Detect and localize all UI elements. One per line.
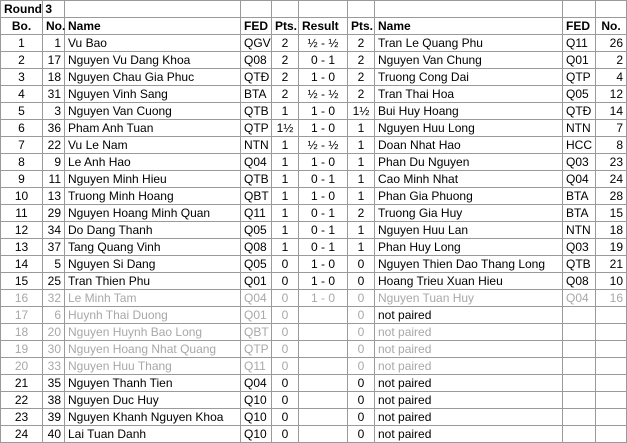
player-name-cell[interactable]: Doan Nhat Hao xyxy=(375,137,563,154)
federation-cell[interactable]: Q11 xyxy=(241,205,272,222)
player-name-cell[interactable]: Vu Bao xyxy=(65,35,241,52)
result-cell[interactable]: 1 - 0 xyxy=(299,290,348,307)
points-cell[interactable]: 0 xyxy=(348,256,375,273)
result-cell[interactable]: 0 - 1 xyxy=(299,171,348,188)
table-row xyxy=(1,188,627,205)
player-number-cell[interactable]: 34 xyxy=(43,222,65,239)
header-fed-black[interactable]: FED xyxy=(563,18,596,35)
board-number-cell[interactable]: 10 xyxy=(1,188,43,205)
federation-cell[interactable]: QTB xyxy=(241,103,272,120)
player-name-cell[interactable]: Nguyen Van Cuong xyxy=(65,103,241,120)
result-cell[interactable]: 1 - 0 xyxy=(299,103,348,120)
points-cell[interactable]: 1½ xyxy=(272,120,299,137)
player-name-cell[interactable]: Nguyen Vu Dang Khoa xyxy=(65,52,241,69)
player-number-cell[interactable]: 11 xyxy=(43,171,65,188)
board-number-cell[interactable]: 15 xyxy=(1,273,43,290)
federation-cell[interactable]: Q10 xyxy=(241,426,272,443)
player-number-cell[interactable]: 6 xyxy=(43,307,65,324)
federation-cell[interactable]: BTA xyxy=(563,188,596,205)
points-cell[interactable]: 0 xyxy=(348,324,375,341)
points-cell[interactable]: 0 xyxy=(272,307,299,324)
player-number-cell[interactable]: 14 xyxy=(596,103,627,120)
table-row xyxy=(1,69,627,86)
points-cell[interactable]: 1 xyxy=(348,120,375,137)
points-cell[interactable]: 0 xyxy=(348,341,375,358)
player-number-cell[interactable]: 24 xyxy=(596,171,627,188)
federation-cell[interactable]: BTA xyxy=(241,86,272,103)
table-row xyxy=(1,375,627,392)
board-number-cell[interactable]: 4 xyxy=(1,86,43,103)
player-name-cell[interactable]: not paired xyxy=(375,426,563,443)
table-row xyxy=(1,120,627,137)
federation-cell[interactable]: Q05 xyxy=(241,256,272,273)
result-cell[interactable]: 0 - 1 xyxy=(299,205,348,222)
table-row xyxy=(1,86,627,103)
federation-cell[interactable]: Q05 xyxy=(241,222,272,239)
board-number-cell[interactable]: 23 xyxy=(1,409,43,426)
federation-cell[interactable]: Q03 xyxy=(563,154,596,171)
header-name-black[interactable]: Name xyxy=(375,18,563,35)
points-cell[interactable]: 0 xyxy=(272,256,299,273)
player-number-cell[interactable]: 23 xyxy=(596,154,627,171)
result-cell[interactable] xyxy=(299,375,348,392)
points-cell[interactable]: 0 xyxy=(348,290,375,307)
player-number-cell[interactable] xyxy=(596,409,627,426)
board-number-cell[interactable]: 11 xyxy=(1,205,43,222)
player-number-cell[interactable]: 39 xyxy=(43,409,65,426)
points-cell[interactable]: 0 xyxy=(348,426,375,443)
player-number-cell[interactable] xyxy=(596,307,627,324)
federation-cell[interactable]: BTA xyxy=(563,205,596,222)
header-points-white[interactable]: Pts. xyxy=(272,18,299,35)
player-name-cell[interactable]: Tran Thien Phu xyxy=(65,273,241,290)
federation-cell[interactable]: QTP xyxy=(241,341,272,358)
result-cell[interactable]: ½ - ½ xyxy=(299,137,348,154)
player-name-cell[interactable]: not paired xyxy=(375,324,563,341)
player-number-cell[interactable]: 12 xyxy=(596,86,627,103)
table-row xyxy=(1,35,627,52)
player-name-cell[interactable]: Le Anh Hao xyxy=(65,154,241,171)
header-points-black[interactable]: Pts. xyxy=(348,18,375,35)
player-name-cell[interactable]: Nguyen Minh Hieu xyxy=(65,171,241,188)
player-number-cell[interactable]: 8 xyxy=(596,137,627,154)
federation-cell[interactable]: NTN xyxy=(563,120,596,137)
points-cell[interactable]: 2 xyxy=(272,86,299,103)
player-name-cell[interactable]: Nguyen Huynh Bao Long xyxy=(65,324,241,341)
points-cell[interactable]: 2 xyxy=(348,35,375,52)
player-name-cell[interactable]: Vu Le Nam xyxy=(65,137,241,154)
federation-cell[interactable]: Q08 xyxy=(241,239,272,256)
federation-cell[interactable]: Q03 xyxy=(563,239,596,256)
header-number-white[interactable]: No. xyxy=(43,18,65,35)
player-number-cell[interactable]: 22 xyxy=(43,137,65,154)
result-cell[interactable]: 1 - 0 xyxy=(299,273,348,290)
player-number-cell[interactable]: 37 xyxy=(43,239,65,256)
federation-cell[interactable] xyxy=(563,324,596,341)
table-row xyxy=(1,256,627,273)
table-row xyxy=(1,239,627,256)
federation-cell[interactable] xyxy=(563,392,596,409)
result-cell[interactable] xyxy=(299,324,348,341)
player-number-cell[interactable]: 5 xyxy=(43,256,65,273)
player-name-cell[interactable]: Nguyen Khanh Nguyen Khoa xyxy=(65,409,241,426)
federation-cell[interactable] xyxy=(563,341,596,358)
result-cell[interactable]: 0 - 1 xyxy=(299,222,348,239)
board-number-cell[interactable]: 19 xyxy=(1,341,43,358)
board-number-cell[interactable]: 6 xyxy=(1,120,43,137)
player-number-cell[interactable]: 40 xyxy=(43,426,65,443)
points-cell[interactable]: 0 xyxy=(348,358,375,375)
player-number-cell[interactable] xyxy=(596,375,627,392)
federation-cell[interactable]: QGV xyxy=(241,35,272,52)
player-name-cell[interactable]: Nguyen Hoang Nhat Quang xyxy=(65,341,241,358)
table-row xyxy=(1,52,627,69)
points-cell[interactable]: 2 xyxy=(348,205,375,222)
empty-cell[interactable] xyxy=(65,1,241,18)
board-number-cell[interactable]: 7 xyxy=(1,137,43,154)
board-number-cell[interactable]: 20 xyxy=(1,358,43,375)
result-cell[interactable]: 1 - 0 xyxy=(299,188,348,205)
player-name-cell[interactable]: Do Dang Thanh xyxy=(65,222,241,239)
federation-cell[interactable]: Q01 xyxy=(241,307,272,324)
player-name-cell[interactable]: Phan Huy Long xyxy=(375,239,563,256)
player-name-cell[interactable]: not paired xyxy=(375,358,563,375)
board-number-cell[interactable]: 2 xyxy=(1,52,43,69)
header-row xyxy=(1,18,627,35)
board-number-cell[interactable]: 16 xyxy=(1,290,43,307)
round-title[interactable]: Round 3 xyxy=(1,1,43,18)
player-number-cell[interactable]: 19 xyxy=(596,239,627,256)
player-name-cell[interactable]: not paired xyxy=(375,341,563,358)
player-name-cell[interactable]: not paired xyxy=(375,307,563,324)
table-row xyxy=(1,426,627,443)
points-cell[interactable]: 0 xyxy=(272,324,299,341)
points-cell[interactable]: 1 xyxy=(272,188,299,205)
player-number-cell[interactable]: 9 xyxy=(43,154,65,171)
player-number-cell[interactable]: 20 xyxy=(43,324,65,341)
table-row xyxy=(1,324,627,341)
empty-cell[interactable] xyxy=(272,1,299,18)
table-row xyxy=(1,290,627,307)
table-row xyxy=(1,103,627,120)
board-number-cell[interactable]: 9 xyxy=(1,171,43,188)
points-cell[interactable]: 0 xyxy=(348,375,375,392)
federation-cell[interactable] xyxy=(563,409,596,426)
player-number-cell[interactable]: 26 xyxy=(596,35,627,52)
points-cell[interactable]: 0 xyxy=(272,426,299,443)
player-number-cell[interactable]: 10 xyxy=(596,273,627,290)
result-cell[interactable]: 0 - 1 xyxy=(299,239,348,256)
result-cell[interactable]: 1 - 0 xyxy=(299,69,348,86)
board-number-cell[interactable]: 3 xyxy=(1,69,43,86)
empty-cell[interactable] xyxy=(241,1,272,18)
points-cell[interactable]: 0 xyxy=(348,307,375,324)
points-cell[interactable]: 1 xyxy=(272,171,299,188)
points-cell[interactable]: 2 xyxy=(272,35,299,52)
player-number-cell[interactable]: 21 xyxy=(596,256,627,273)
federation-cell[interactable]: HCC xyxy=(563,137,596,154)
player-name-cell[interactable]: Nguyen Vinh Sang xyxy=(65,86,241,103)
table-row xyxy=(1,307,627,324)
player-name-cell[interactable]: Nguyen Hoang Minh Quan xyxy=(65,205,241,222)
player-number-cell[interactable]: 16 xyxy=(596,290,627,307)
federation-cell[interactable]: Q10 xyxy=(241,392,272,409)
player-name-cell[interactable]: Le Minh Tam xyxy=(65,290,241,307)
result-cell[interactable]: 0 - 1 xyxy=(299,52,348,69)
points-cell[interactable]: 1½ xyxy=(348,103,375,120)
empty-cell[interactable] xyxy=(375,1,563,18)
points-cell[interactable]: 0 xyxy=(272,341,299,358)
points-cell[interactable]: 2 xyxy=(348,69,375,86)
result-cell[interactable]: ½ - ½ xyxy=(299,35,348,52)
player-number-cell[interactable] xyxy=(596,358,627,375)
points-cell[interactable]: 1 xyxy=(272,103,299,120)
player-name-cell[interactable]: Truong Gia Huy xyxy=(375,205,563,222)
result-cell[interactable]: 1 - 0 xyxy=(299,154,348,171)
board-number-cell[interactable]: 1 xyxy=(1,35,43,52)
result-cell[interactable]: 1 - 0 xyxy=(299,120,348,137)
result-cell[interactable] xyxy=(299,426,348,443)
player-name-cell[interactable]: Phan Du Nguyen xyxy=(375,154,563,171)
result-cell[interactable] xyxy=(299,358,348,375)
player-number-cell[interactable] xyxy=(596,341,627,358)
player-number-cell[interactable]: 13 xyxy=(43,188,65,205)
player-name-cell[interactable]: Tran Le Quang Phu xyxy=(375,35,563,52)
federation-cell[interactable]: Q01 xyxy=(563,52,596,69)
player-number-cell[interactable]: 2 xyxy=(596,52,627,69)
table-row xyxy=(1,154,627,171)
federation-cell[interactable]: QTĐ xyxy=(241,69,272,86)
player-name-cell[interactable]: Lai Tuan Danh xyxy=(65,426,241,443)
player-name-cell[interactable]: Nguyen Duc Huy xyxy=(65,392,241,409)
header-fed-white[interactable]: FED xyxy=(241,18,272,35)
player-name-cell[interactable]: not paired xyxy=(375,409,563,426)
points-cell[interactable]: 2 xyxy=(272,69,299,86)
federation-cell[interactable] xyxy=(563,358,596,375)
player-name-cell[interactable]: Hoang Trieu Xuan Hieu xyxy=(375,273,563,290)
federation-cell[interactable]: QBT xyxy=(241,324,272,341)
points-cell[interactable]: 1 xyxy=(272,205,299,222)
player-name-cell[interactable]: not paired xyxy=(375,375,563,392)
federation-cell[interactable]: QTĐ xyxy=(563,103,596,120)
player-number-cell[interactable]: 15 xyxy=(596,205,627,222)
federation-cell[interactable]: Q08 xyxy=(563,273,596,290)
points-cell[interactable]: 2 xyxy=(272,52,299,69)
player-number-cell[interactable]: 32 xyxy=(43,290,65,307)
points-cell[interactable]: 0 xyxy=(272,358,299,375)
federation-cell[interactable]: Q04 xyxy=(241,290,272,307)
empty-cell[interactable] xyxy=(563,1,596,18)
player-number-cell[interactable]: 1 xyxy=(43,35,65,52)
table-row xyxy=(1,392,627,409)
federation-cell[interactable]: NTN xyxy=(563,222,596,239)
points-cell[interactable]: 1 xyxy=(348,188,375,205)
points-cell[interactable]: 1 xyxy=(272,239,299,256)
title-row xyxy=(1,1,627,18)
points-cell[interactable]: 0 xyxy=(272,273,299,290)
empty-cell[interactable] xyxy=(596,1,627,18)
header-result[interactable]: Result xyxy=(299,18,348,35)
points-cell[interactable]: 0 xyxy=(348,409,375,426)
points-cell[interactable]: 0 xyxy=(272,392,299,409)
empty-cell[interactable] xyxy=(299,1,348,18)
federation-cell[interactable]: QTP xyxy=(563,69,596,86)
result-cell[interactable] xyxy=(299,341,348,358)
player-name-cell[interactable]: Nguyen Van Chung xyxy=(375,52,563,69)
federation-cell[interactable]: Q05 xyxy=(563,86,596,103)
header-board[interactable]: Bo. xyxy=(1,18,43,35)
player-number-cell[interactable]: 30 xyxy=(43,341,65,358)
federation-cell[interactable]: Q11 xyxy=(563,35,596,52)
federation-cell[interactable]: QBT xyxy=(241,188,272,205)
federation-cell[interactable]: QTB xyxy=(241,171,272,188)
table-row xyxy=(1,358,627,375)
federation-cell[interactable]: Q10 xyxy=(241,409,272,426)
board-number-cell[interactable]: 21 xyxy=(1,375,43,392)
board-number-cell[interactable]: 12 xyxy=(1,222,43,239)
points-cell[interactable]: 0 xyxy=(272,375,299,392)
federation-cell[interactable] xyxy=(563,375,596,392)
player-number-cell[interactable]: 18 xyxy=(43,69,65,86)
federation-cell[interactable]: QTP xyxy=(241,120,272,137)
points-cell[interactable]: 1 xyxy=(348,171,375,188)
points-cell[interactable]: 1 xyxy=(272,154,299,171)
federation-cell[interactable]: NTN xyxy=(241,137,272,154)
board-number-cell[interactable]: 5 xyxy=(1,103,43,120)
points-cell[interactable]: 1 xyxy=(272,137,299,154)
player-number-cell[interactable] xyxy=(596,392,627,409)
board-number-cell[interactable]: 22 xyxy=(1,392,43,409)
player-name-cell[interactable]: Nguyen Tuan Huy xyxy=(375,290,563,307)
federation-cell[interactable]: Q01 xyxy=(241,273,272,290)
result-cell[interactable]: ½ - ½ xyxy=(299,86,348,103)
player-number-cell[interactable]: 28 xyxy=(596,188,627,205)
table-row xyxy=(1,409,627,426)
player-name-cell[interactable]: Pham Anh Tuan xyxy=(65,120,241,137)
player-number-cell[interactable]: 7 xyxy=(596,120,627,137)
table-row xyxy=(1,137,627,154)
federation-cell[interactable]: QTB xyxy=(563,256,596,273)
points-cell[interactable]: 0 xyxy=(348,273,375,290)
points-cell[interactable]: 1 xyxy=(348,222,375,239)
points-cell[interactable]: 2 xyxy=(348,86,375,103)
federation-cell[interactable]: Q04 xyxy=(241,375,272,392)
player-name-cell[interactable]: Tang Quang Vinh xyxy=(65,239,241,256)
federation-cell[interactable]: Q04 xyxy=(241,154,272,171)
player-name-cell[interactable]: not paired xyxy=(375,392,563,409)
board-number-cell[interactable]: 13 xyxy=(1,239,43,256)
points-cell[interactable]: 1 xyxy=(348,154,375,171)
points-cell[interactable]: 0 xyxy=(272,290,299,307)
points-cell[interactable]: 1 xyxy=(272,222,299,239)
header-number-black[interactable]: No. xyxy=(596,18,627,35)
player-number-cell[interactable] xyxy=(596,426,627,443)
points-cell[interactable]: 0 xyxy=(348,392,375,409)
table-row xyxy=(1,222,627,239)
player-name-cell[interactable]: Nguyen Chau Gia Phuc xyxy=(65,69,241,86)
federation-cell[interactable]: Q08 xyxy=(241,52,272,69)
result-cell[interactable] xyxy=(299,392,348,409)
player-number-cell[interactable] xyxy=(596,324,627,341)
board-number-cell[interactable]: 24 xyxy=(1,426,43,443)
player-name-cell[interactable]: Phan Gia Phuong xyxy=(375,188,563,205)
table-row xyxy=(1,205,627,222)
player-name-cell[interactable]: Nguyen Thanh Tien xyxy=(65,375,241,392)
points-cell[interactable]: 2 xyxy=(348,52,375,69)
player-number-cell[interactable]: 35 xyxy=(43,375,65,392)
federation-cell[interactable] xyxy=(563,426,596,443)
player-number-cell[interactable]: 31 xyxy=(43,86,65,103)
table-row xyxy=(1,341,627,358)
player-number-cell[interactable]: 4 xyxy=(596,69,627,86)
player-name-cell[interactable]: Truong Minh Hoang xyxy=(65,188,241,205)
empty-cell[interactable] xyxy=(348,1,375,18)
player-number-cell[interactable]: 38 xyxy=(43,392,65,409)
player-name-cell[interactable]: Truong Cong Dai xyxy=(375,69,563,86)
table-row xyxy=(1,171,627,188)
player-name-cell[interactable]: Huynh Thai Duong xyxy=(65,307,241,324)
player-name-cell[interactable]: Nguyen Huu Thang xyxy=(65,358,241,375)
player-number-cell[interactable]: 25 xyxy=(43,273,65,290)
board-number-cell[interactable]: 17 xyxy=(1,307,43,324)
federation-cell[interactable] xyxy=(563,307,596,324)
player-name-cell[interactable]: Bui Huy Hoang xyxy=(375,103,563,120)
player-name-cell[interactable]: Cao Minh Nhat xyxy=(375,171,563,188)
player-number-cell[interactable]: 29 xyxy=(43,205,65,222)
board-number-cell[interactable]: 14 xyxy=(1,256,43,273)
result-cell[interactable]: 1 - 0 xyxy=(299,256,348,273)
player-name-cell[interactable]: Nguyen Huu Lan xyxy=(375,222,563,239)
table-row xyxy=(1,273,627,290)
board-number-cell[interactable]: 18 xyxy=(1,324,43,341)
board-number-cell[interactable]: 8 xyxy=(1,154,43,171)
player-name-cell[interactable]: Tran Thai Hoa xyxy=(375,86,563,103)
result-cell[interactable] xyxy=(299,409,348,426)
player-number-cell[interactable]: 3 xyxy=(43,103,65,120)
points-cell[interactable]: 1 xyxy=(348,239,375,256)
header-name-white[interactable]: Name xyxy=(65,18,241,35)
player-number-cell[interactable]: 33 xyxy=(43,358,65,375)
player-name-cell[interactable]: Nguyen Thien Dao Thang Long xyxy=(375,256,563,273)
result-cell[interactable] xyxy=(299,307,348,324)
federation-cell[interactable]: Q04 xyxy=(563,290,596,307)
federation-cell[interactable]: Q11 xyxy=(241,358,272,375)
player-number-cell[interactable]: 36 xyxy=(43,120,65,137)
points-cell[interactable]: 1 xyxy=(348,137,375,154)
player-name-cell[interactable]: Nguyen Si Dang xyxy=(65,256,241,273)
player-name-cell[interactable]: Nguyen Huu Long xyxy=(375,120,563,137)
player-number-cell[interactable]: 17 xyxy=(43,52,65,69)
player-number-cell[interactable]: 18 xyxy=(596,222,627,239)
federation-cell[interactable]: Q04 xyxy=(563,171,596,188)
points-cell[interactable]: 0 xyxy=(272,409,299,426)
